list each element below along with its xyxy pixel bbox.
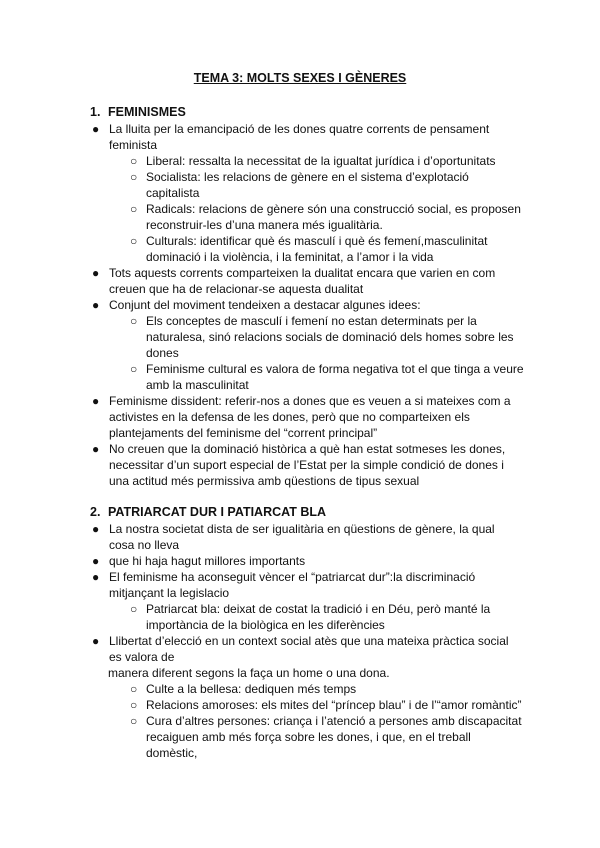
list-item: ● Tots aquests corrents comparteixen la dualitat encara que varien en com creuen que ha de relacionar-se aquesta dualitat <box>92 266 496 296</box>
list-item: ● Llibertat d’elecció en un context social atès que una mateixa pràctica social es valora de <box>92 634 509 664</box>
list-item: ● La nostra societat dista de ser igualitària en qüestions de gènere, la qual cosa no lleva <box>92 522 495 552</box>
sub-list-item: ○ Radicals: relacions de gènere són una construcció social, es proposen reconstruir-les d’una manera més igualitària. <box>130 202 521 232</box>
sub-bullet-icon: ○ <box>130 234 138 248</box>
bullet-icon: ● <box>92 442 100 456</box>
sub-list-item: ○ Relacions amoroses: els mites del “príncep blau” i de l’“amor romàntic” <box>130 698 522 712</box>
bullet-icon: ● <box>92 634 100 648</box>
bullet-icon: ● <box>92 522 100 536</box>
sub-bullet-icon: ○ <box>130 202 138 216</box>
sub-list-item: ○ Patriarcat bla: deixat de costat la tradició i en Déu, però manté la importància de la biològica en les diferències <box>130 602 491 632</box>
sub-bullet-icon: ○ <box>130 154 138 168</box>
sub-bullet-icon: ○ <box>130 602 138 616</box>
bullet-icon: ● <box>92 298 100 312</box>
bullet-icon: ● <box>92 394 100 408</box>
list-item: ● No creuen que la dominació històrica a què han estat sotmeses les dones, necessitar d’un suport especial de l’Estat per la simple condició de dones i una actitud més permissiva amb qüestions de tipus sexual <box>92 442 506 488</box>
section-heading-feminismes <box>90 104 186 120</box>
sub-bullet-icon: ○ <box>130 714 138 728</box>
sub-list-item: ○ Liberal: ressalta la necessitat de la igualtat jurídica i d’oportunitats <box>130 154 496 168</box>
bullet-icon: ● <box>92 570 100 584</box>
list-item: ● Feminisme dissident: referir-nos a dones que es veuen a si mateixes com a activistes en la defensa de les dones, però que no comparteixen els plantejaments del feminisme del “corrent principal” <box>92 394 511 440</box>
sub-bullet-icon: ○ <box>130 682 138 696</box>
sub-bullet-icon: ○ <box>130 362 138 376</box>
sub-list-item: ○ Culte a la bellesa: dediquen més temps <box>130 682 357 696</box>
sub-list-item: ○ Feminisme cultural es valora de forma negativa tot el que tinga a veure amb la masculinitat <box>130 362 524 392</box>
bullet-icon: ● <box>92 554 100 568</box>
sub-bullet-icon: ○ <box>130 170 138 184</box>
list-item: ● que hi haja hagut millores importants <box>92 554 306 568</box>
section-number: 1. <box>90 105 101 119</box>
sub-list-item: ○ Culturals: identificar què és masculí i què és femení,masculinitat dominació i la violència, i la feminitat, a l’amor i la vida <box>130 234 488 264</box>
sub-list-item: ○ Socialista: les relacions de gènere en el sistema d’explotació capitalista <box>130 170 469 200</box>
list-item: ● El feminisme ha aconseguit vèncer el “patriarcat dur”:la discriminació mitjançant la legislacio <box>92 570 476 600</box>
section-number: 2. <box>90 505 101 519</box>
section-heading-patriarcat <box>90 504 326 520</box>
list-item: ● Conjunt del moviment tendeixen a destacar algunes idees: <box>92 298 421 312</box>
bullet-icon: ● <box>92 122 100 136</box>
sub-list-item: ○ Els conceptes de masculí i femení no estan determinats per la naturalesa, sinó relacions socials de dominació dels homes sobre les dones <box>130 314 514 360</box>
list-item: ● La lluita per la emancipació de les dones quatre corrents de pensament feminista <box>92 122 490 152</box>
section-title: FEMINISMES <box>108 105 186 119</box>
bullet-icon: ● <box>92 266 100 280</box>
section-title: PATRIARCAT DUR I PATIARCAT BLA <box>108 505 327 519</box>
document-title: TEMA 3: MOLTS SEXES I GÈNERES <box>193 71 407 85</box>
sub-bullet-icon: ○ <box>130 314 138 328</box>
sub-bullet-icon: ○ <box>130 698 138 712</box>
paragraph-continuation: manera diferent segons la faça un home o una dona. <box>108 666 390 680</box>
sub-list-item: ○ Cura d’altres persones: criança i l’atenció a persones amb discapacitat recaiguen amb més força sobre les dones, i que, en el treball domèstic, <box>130 714 522 760</box>
